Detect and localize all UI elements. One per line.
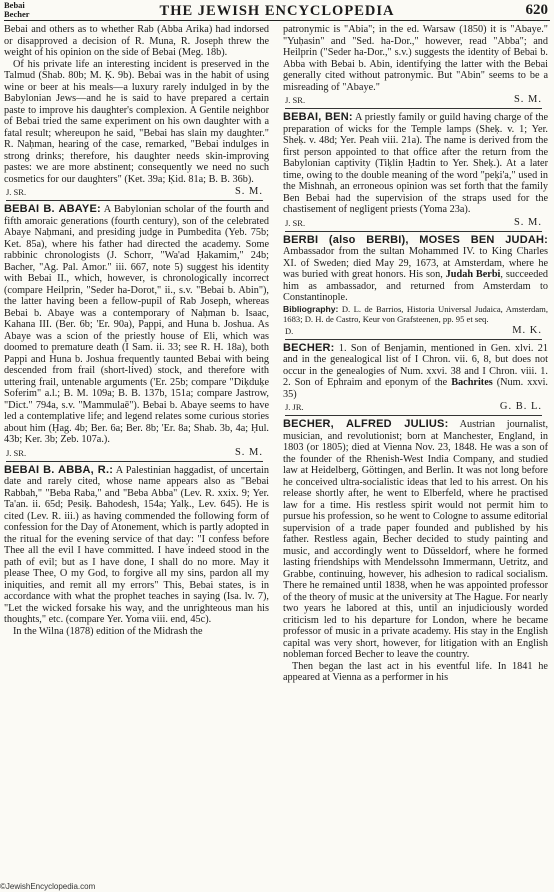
article-signature xyxy=(285,401,542,416)
bibliography-label: Bibliography: xyxy=(283,303,339,314)
left-column xyxy=(4,24,269,637)
cross-reference-link[interactable]: Judah Berbi xyxy=(445,269,501,280)
paragraph: patronymic is "Abia"; in the ed. Warsaw (1850) it is "Abaye." "Yuḥasin" and "Sed. ha-Dor.," however, read "Abba"; and Heilprin ("Seder ha-Dor.," s.v.) suggests the identity of Bebai b. Abba with Bebai b. Abin, identifying the latter with the Bebai generally cited without patronymic. But "Abin" seems to be a misreading of "Abaye." xyxy=(283,24,548,93)
page-header xyxy=(4,0,550,21)
article-body: A Palestinian haggadist, of uncertain date and rarely cited, whose name appears also as "Bebai Rabbah," "Beba Raba," and "Beba Abba" (Lev. R. xxix. 9; Yer. Ta'an. ii. 65d; Pesiḳ. Bahodesh, 154a; Yalḳ., Lev. 645). He is cited (Lev. R. iii.) as having commended the following form of confession for the Day of Atonement, which is partly adopted in the ritual for the evening service of that day: "I confess before Thee all the evil I have committed. I have indeed stood in the path of evil; but as I have done, I shall do no more. May it please Thee, O my God, to forgive all my sins, pardon all my iniquities, and remit all my errors" This, Bebai states, is in accordance with what the prophet teaches in saying (Isa. lv. 7), "Let the wicked forsake his way, and the unrighteous man his thoughts," etc. (compare Yer. Yoma viii. end, 45c). xyxy=(4,464,269,625)
right-column xyxy=(283,24,548,684)
signature-left: D. xyxy=(285,325,294,336)
page-number: 620 xyxy=(525,2,548,18)
article-signature xyxy=(285,94,542,109)
article-body: Austrian journalist, musician, and revolutionist; born at Manchester, England, in 1803 (or 1805); died at Vienna Nov. 23, 1848. He was a son of the founder of the Rhenish-West India Company, and studied law at Heidelberg, Göttingen, and Berlin. It was not long before he conceived ultra-socialistic ideas that led to his arrest. On his release shortly after, he went to Elberfeld, where he practised law for a time. His restless spirit would not permit him to pursue his profession, so he went to Cologne to assume editorial supervision of a trade paper founded and published by his father. Restless again, Becher decided to study painting and music, and accordingly went to Düsseldorf, where he formed lasting friendships with Mendelssohn Immermann, Uetritz, and Grabbe, continuing, however, his adhesion to radical socialism. There he remained until 1838, when he was appointed professor of the theory of music at the university at The Hague. For nearly two years he labored at this, until an injudiciously worded criticism led to his departure for London, where he became professor of music in a private academy. His stay in the English capital was very short, however, for litigation with an English nobleman forced Becher to leave the country. xyxy=(283,419,549,660)
signature-right: G. B. L. xyxy=(499,401,542,412)
article-bebai-b-abaye xyxy=(4,204,269,446)
article-body: Ambassador from the sultan Mohammed IV. to King Charles XI. of Sweden; died May 29, 1673, at Amsterdam, where he was buried with great honors. His son, xyxy=(283,246,548,280)
article-body: A priestly family or guild having charge of the preparation of wicks for the Temple lamps (Sheḳ. v. 1; Yer. Sheḳ. v. 48d; Yer. Peah viii. 21a). The name is derived from the first person appointed to that office after the return from the Babylonian captivity (Tiḳlin Ḥadtin to Yer. Sheḳ.). At a later time, owing to the double meaning of the word "peḳi'a," used in the Mishnah, an erroneous opinion was set forth that the family Ben Bebai had the supervision of the straps used for the chastisement of negligent priests (Yoma 23a). xyxy=(283,112,548,215)
watermark: ©JewishEncyclopedia.com xyxy=(0,882,96,891)
article-becher xyxy=(283,343,548,401)
article-signature xyxy=(285,217,542,232)
paragraph: In the Wilna (1878) edition of the Midrash the xyxy=(13,625,203,637)
signature-right: S. M. xyxy=(234,186,263,197)
article-body: A Babylonian scholar of the fourth and fifth amoraic generations (fourth century), son of the celebrated Abaye Naḥmani, and presiding judge in Pumbedita (Yeb. 75b; Ket. 85a), where his father had directed the academy. Some rabbinic chronologists (J. Schorr, "Wa'ad Ḥakamim," 24b; Bacher, "Ag. Pal. Amor." iii. 667, note 5) suggest his identity with Bebai II., which, however, is chronologically incorrect (compare Heilprin, "Seder ha-Dorot," ii., s.v. "Bebai b. Abin"), the latter having been a fellow-pupil of Rab Joseph, whereas Bebai b. Abaye was a contemporary of Naḥman b. Isaac, Kahana III. (Ber. 6b; 'Er. 90a), Pappi, and Huna b. Joshua. As Abaye was a scion of the priestly house of Eli, which was doomed to premature death (I Sam. ii. 33; see R. H. 18a), both Pappi and Huna b. Joshua frequently taunted Bebai with being descended from frail (short-lived) stock, and therefore with uttering frail, untenable arguments ('Er. 25b; compare "Diḳduḳe Soferim" a.l.; B. M. 109a; B. B. 137b, 151a; compare Jastrow, "Dict." 794a, s.v. "Mammulaē"). Bebai b. Abaye seems to have led a contemplative life; and legend relates some curious stories about him (Ḥag. 4b; Ber. 6a; Ber. 8b; 'Er. 8a; Shab. 3b, 4a; Ḥul. 43b; Ker. 3b; Zeb. 107a.). xyxy=(4,204,269,445)
signature-right: S. M. xyxy=(513,94,542,105)
page-title: THE JEWISH ENCYCLOPEDIA xyxy=(159,3,395,19)
article-body: 1. Son of Benjamin, mentioned in Gen. xlvi. 21 and in the genealogical list of I Chron. vii. 6, 8, but does not occur in the genealogies of Num. xxvi. 38 and I Chron. viii. 1. 2. Son of Ephraim and eponym of the xyxy=(283,342,548,388)
headword: BERBI (also BERBI), MOSES BEN JUDAH: xyxy=(283,233,548,246)
article-signature xyxy=(285,325,542,340)
signature-left: J. SR. xyxy=(285,217,306,228)
headword: BEBAI, BEN: xyxy=(283,111,353,123)
article-body: (Num. xxvi. 35) xyxy=(283,377,548,400)
signature-left: J. JR. xyxy=(285,402,304,412)
paragraph: Then began the last act in his eventful life. In 1841 he appeared at Vienna as a performer in his xyxy=(283,660,548,683)
cross-reference-link[interactable]: Bachrites xyxy=(451,377,493,388)
article-signature xyxy=(6,186,263,201)
signature-right: M. K. xyxy=(512,324,542,336)
article-bebai-b-abba xyxy=(4,465,269,626)
running-head-top: Bebai xyxy=(4,0,25,10)
bibliography-text: D. L. de Barrios, Historia Universal Judaica, Amsterdam, 1683; D. H. de Castro, Keur von Grafsteenen, pp. 95 et seq. xyxy=(283,303,548,324)
article-bebai-ben xyxy=(283,112,548,216)
headword: BEBAI B. ABAYE: xyxy=(4,203,101,215)
headword: BEBAI B. ABBA, R.: xyxy=(4,463,114,476)
paragraph: Of his private life an interesting incident is preserved in the Talmud (Shab. 80b; M. Ḳ. 9b). Bebai was in the habit of using wine or beer at his meals—a luxury rarely indulged in by the Babylonian Jews—and he is said to have prepared a certain paste to improve his daughter's complexion. A Gentile neighbor of Bebai tried the same experiment on his own daughter with a fatal result; whereupon he said, "Bebai has slain my daughter." R. Naḥman, hearing of the case, remarked, "Bebai indulges in strong drinks; therefore, his daughter needs skin-improving pastes: we are more abstinent; consequently we need no such cosmetics for our daughters" (Ket. 39a; Ḳid. 81a; B. B. 36b). xyxy=(4,58,269,185)
article-signature xyxy=(6,447,263,462)
signature-left: J. SR. xyxy=(285,95,306,105)
article-becher-alfred-julius xyxy=(283,419,548,661)
headword: BECHER: xyxy=(283,341,335,354)
signature-right: S. M. xyxy=(234,446,263,458)
running-head-bottom: Becher xyxy=(4,8,30,19)
article-berbi-moses xyxy=(283,235,548,304)
signature-left: J. SR. xyxy=(6,447,27,458)
paragraph: Bebai and others as to whether Rab (Abba Arika) had indorsed or disapproved a decision of R. Muna, R. Joseph threw the weight of his opinion on the side of Bebai (Meg. 18b). xyxy=(4,24,269,58)
bibliography xyxy=(283,304,548,324)
article-body: , succeeded him as ambassador, and returned from Amsterdam to Constantinople. xyxy=(283,269,548,303)
headword: BECHER, ALFRED JULIUS: xyxy=(283,418,449,430)
signature-right: S. M. xyxy=(513,216,542,228)
signature-left: J. SR. xyxy=(6,187,27,197)
